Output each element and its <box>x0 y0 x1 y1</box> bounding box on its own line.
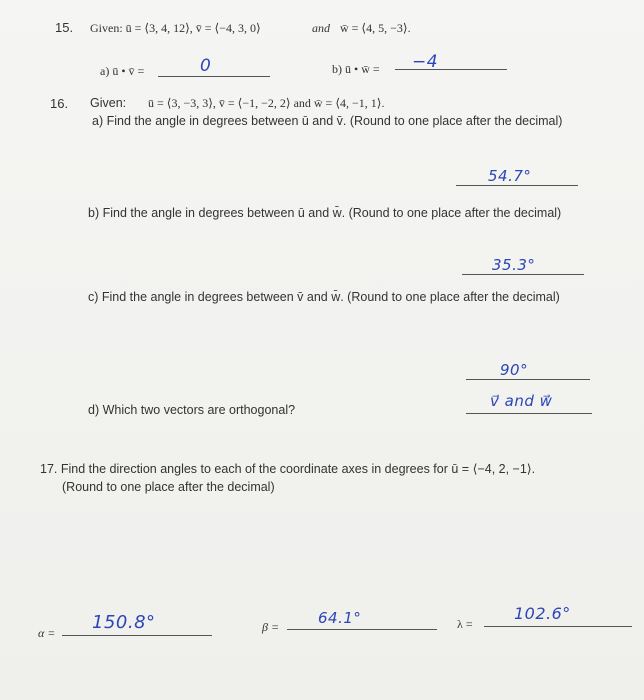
beta-answer: 64.1° <box>318 609 362 627</box>
problem-16-number: 16. <box>50 96 69 111</box>
problem-15b-answer: −4 <box>412 52 439 72</box>
problem-16-given-label: Given: <box>90 96 127 110</box>
problem-16d-answer: v⃗ and w⃗ <box>490 392 553 410</box>
problem-16b-answer-line <box>462 274 584 275</box>
problem-15b-label: b) ū • w̄ = <box>332 62 380 76</box>
alpha-answer-line <box>62 635 212 636</box>
problem-15-w-vector: w̄ = ⟨4, 5, −3⟩. <box>340 21 411 35</box>
problem-16b-answer: 35.3° <box>492 256 536 274</box>
lambda-answer-line <box>484 626 632 627</box>
problem-15-given: Given: ū = ⟨3, 4, 12⟩, v̄ = ⟨−4, 3, 0⟩ <box>90 21 261 35</box>
problem-16a-answer: 54.7° <box>488 167 532 185</box>
problem-16c-answer-line <box>466 379 590 380</box>
problem-16d-answer-line <box>466 413 592 414</box>
beta-answer-line <box>287 629 437 630</box>
problem-15-and: and <box>312 21 330 35</box>
alpha-label: α = <box>38 626 56 640</box>
problem-15a-label: a) ū • v̄ = <box>100 64 145 78</box>
problem-15-number: 15. <box>55 20 74 35</box>
problem-16b-question: b) Find the angle in degrees between ū and w̄. (Round to one place after the decimal) <box>88 206 562 220</box>
problem-16c-answer: 90° <box>500 361 529 379</box>
lambda-label: λ = <box>457 617 473 631</box>
problem-16a-question: a) Find the angle in degrees between ū and v̄. (Round to one place after the decimal) <box>92 114 563 128</box>
problem-15a-answer-line <box>158 76 270 77</box>
problem-16d-question: d) Which two vectors are orthogonal? <box>88 403 296 417</box>
problem-16a-answer-line <box>456 185 578 186</box>
alpha-answer: 150.8° <box>92 612 156 633</box>
problem-16c-question: c) Find the angle in degrees between v̄ and w̄. (Round to one place after the decimal) <box>88 290 560 304</box>
beta-label: β = <box>262 620 280 634</box>
problem-15a-answer: 0 <box>200 56 212 76</box>
problem-17-rounding-note: (Round to one place after the decimal) <box>62 480 275 494</box>
problem-16-given-vectors: ū = ⟨3, −3, 3⟩, v̄ = ⟨−1, −2, 2⟩ and w̄ = ⟨4, −1, 1⟩. <box>148 96 385 110</box>
lambda-answer: 102.6° <box>514 604 571 623</box>
problem-17-question: 17. Find the direction angles to each of the coordinate axes in degrees for ū = ⟨−4, 2, −1⟩. <box>40 462 536 476</box>
